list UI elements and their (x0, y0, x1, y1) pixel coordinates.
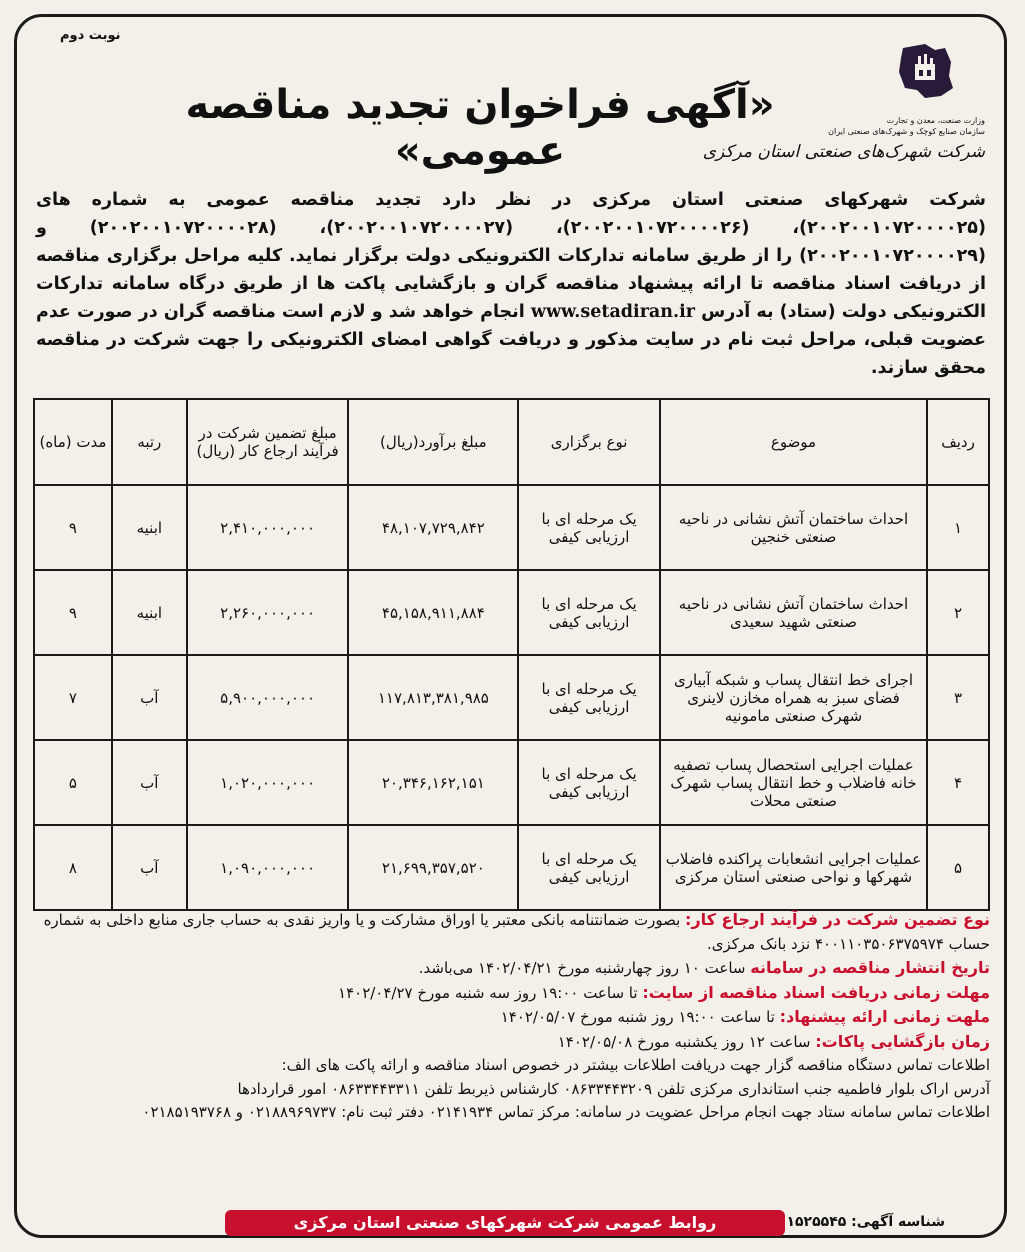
header-subject: موضوع (660, 399, 927, 485)
cell-estimate: ۲۱,۶۹۹,۳۵۷,۵۲۰ (348, 825, 518, 910)
publish-label: تاریخ انتشار مناقصه در سامانه (750, 958, 990, 977)
cell-duration: ۸ (34, 825, 112, 910)
table-header-row (34, 399, 989, 485)
table-row (34, 570, 989, 655)
logo-caption-ministry: وزارت صنعت، معدن و تجارت (886, 116, 985, 125)
header-rank: رتبه (112, 399, 187, 485)
submit-note (36, 1005, 990, 1030)
open-note (36, 1030, 990, 1055)
cell-row-no: ۳ (927, 655, 989, 740)
cell-guarantee: ۱,۰۹۰,۰۰۰,۰۰۰ (187, 825, 349, 910)
footer-notes (36, 908, 990, 1125)
header-guarantee: مبلغ تضمین شرکت در فرآیند ارجاع کار (ریال) (187, 399, 349, 485)
ad-id: شناسه آگهی: ۱۵۲۵۵۴۵ (786, 1214, 945, 1230)
cell-type: یک مرحله ای با ارزیابی کیفی (518, 570, 660, 655)
cell-guarantee: ۲,۲۶۰,۰۰۰,۰۰۰ (187, 570, 349, 655)
cell-rank: آب (112, 655, 187, 740)
header-type: نوع برگزاری (518, 399, 660, 485)
cell-guarantee: ۵,۹۰۰,۰۰۰,۰۰۰ (187, 655, 349, 740)
table-row (34, 740, 989, 825)
round-label: نوبت دوم (60, 28, 121, 43)
guarantee-label: نوع تضمین شرکت در فرآیند ارجاع کار: (685, 910, 990, 929)
publish-text: ساعت ۱۰ روز چهارشنبه مورخ ۱۴۰۲/۰۴/۲۱ می‌باشد. (418, 959, 746, 977)
iran-map-factory-logo-icon (895, 42, 955, 102)
cell-rank: ابنیه (112, 570, 187, 655)
cell-type: یک مرحله ای با ارزیابی کیفی (518, 655, 660, 740)
notice-title: «آگهی فراخوان تجدید مناقصه عمومی» (185, 82, 775, 174)
tenders-table (33, 398, 990, 911)
cell-estimate: ۲۰,۳۴۶,۱۶۲,۱۵۱ (348, 740, 518, 825)
cell-rank: ابنیه (112, 485, 187, 570)
cell-estimate: ۴۵,۱۵۸,۹۱۱,۸۸۴ (348, 570, 518, 655)
cell-type: یک مرحله ای با ارزیابی کیفی (518, 740, 660, 825)
receive-label: مهلت زمانی دریافت اسناد مناقصه از سایت: (642, 982, 990, 1002)
open-label: زمان بازگشایی پاکات: (815, 1031, 990, 1051)
table-row (34, 655, 989, 740)
cell-type: یک مرحله ای با ارزیابی کیفی (518, 825, 660, 910)
guarantee-text: بصورت ضمانتنامه بانکی معتبر یا اوراق مشارکت و یا واریز نقدی به حساب جاری منابع داخلی به شماره حساب ۴۰۰۱۱۰۳۵۰۶۳۷۵۹۷۴ نزد بانک مرکزی. (43, 911, 990, 953)
cell-duration: ۹ (34, 485, 112, 570)
cell-estimate: ۱۱۷,۸۱۳,۳۸۱,۹۸۵ (348, 655, 518, 740)
header-estimate: مبلغ برآورد(ریال) (348, 399, 518, 485)
cell-type: یک مرحله ای با ارزیابی کیفی (518, 485, 660, 570)
cell-row-no: ۲ (927, 570, 989, 655)
table-row (34, 485, 989, 570)
cell-rank: آب (112, 740, 187, 825)
header-row-no: ردیف (927, 399, 989, 485)
cell-row-no: ۴ (927, 740, 989, 825)
cell-estimate: ۴۸,۱۰۷,۷۲۹,۸۴۲ (348, 485, 518, 570)
cell-duration: ۷ (34, 655, 112, 740)
cell-rank: آب (112, 825, 187, 910)
setad-contact: اطلاعات تماس سامانه ستاد جهت انجام مراحل عضویت در سامانه: مرکز تماس ۰۲۱۴۱۹۳۴ دفتر ثبت نام: ۰۲۱۸۸۹۶۹۷۳۷ و ۰۲۱۸۵۱۹۳۷۶۸ (142, 1103, 990, 1121)
cell-subject: عملیات اجرایی استحصال پساب تصفیه خانه فاضلاب و خط انتقال پساب شهرک صنعتی محلات (660, 740, 927, 825)
publish-note (36, 956, 990, 981)
public-relations-bar: روابط عمومی شرکت شهرکهای صنعتی استان مرکزی (225, 1210, 785, 1236)
logo-org-name: شرکت شهرک‌های صنعتی استان مرکزی (702, 142, 985, 162)
cell-subject: احداث ساختمان آتش نشانی در ناحیه صنعتی خنجین (660, 485, 927, 570)
submit-label: ملهت زمانی ارائه پیشنهاد: (779, 1007, 990, 1026)
receive-text: تا ساعت ۱۹:۰۰ روز سه شنبه مورخ ۱۴۰۲/۰۴/۲۷ (338, 983, 638, 1002)
setad-url-link[interactable]: www.setadiran.ir (530, 302, 695, 322)
header-duration: مدت (ماه) (34, 399, 112, 485)
guarantee-note (36, 908, 990, 956)
open-text: ساعت ۱۲ روز یکشنبه مورخ ۱۴۰۲/۰۵/۰۸ (557, 1032, 811, 1051)
table-row (34, 825, 989, 910)
intro-paragraph (36, 186, 986, 382)
cell-row-no: ۱ (927, 485, 989, 570)
cell-duration: ۵ (34, 740, 112, 825)
cell-subject: احداث ساختمان آتش نشانی در ناحیه صنعتی شهید سعیدی (660, 570, 927, 655)
cell-guarantee: ۱,۰۲۰,۰۰۰,۰۰۰ (187, 740, 349, 825)
intro-text-part1: شرکت شهرکهای صنعتی استان مرکزی در نظر دارد تجدید مناقصه عمومی به شماره های (۲۰۰۲۰۰۱۰۷۲۰۰۰۰۲۵)، (۲۰۰۲۰۰۱۰۷۲۰۰۰۰۲۶)، (۲۰۰۲۰۰۱۰۷۲۰۰۰۰۲۷)، (۲۰۰۲۰۰۱۰۷۲۰۰۰۰۲۸) و (۲۰۰۲۰۰۱۰۷۲۰۰۰۰۲۹) را از طریق سامانه تدارکات الکترونیکی دولت برگزار نماید. کلیه مراحل برگزاری مناقصه از دریافت اسناد مناقصه تا ارائه پیشنهاد مناقصه گران و بازگشایی پاکت ها از طریق درگاه سامانه تدارکات الکترونیکی دولت (ستاد) به آدرس (36, 190, 987, 322)
submit-text: تا ساعت ۱۹:۰۰ روز شنبه مورخ ۱۴۰۲/۰۵/۰۷ (500, 1008, 775, 1026)
logo-caption-organization: سازمان صنایع کوچک و شهرک‌های صنعتی ایران (828, 127, 985, 136)
contact-address: آدرس اراک بلوار فاطمیه جنب استانداری مرکزی تلفن ۰۸۶۳۳۴۴۳۲۰۹ کارشناس ذیربط تلفن ۰۸۶۳۳۴۴۳۳۱۱ امور قراردادها (237, 1079, 990, 1098)
cell-guarantee: ۲,۴۱۰,۰۰۰,۰۰۰ (187, 485, 349, 570)
cell-subject: اجرای خط انتقال پساب و شبکه آبیاری فضای سبز به همراه مخازن لاینری شهرک صنعتی مامونیه (660, 655, 927, 740)
cell-subject: عملیات اجرایی انشعابات پراکنده فاضلاب شهرکها و نواحی صنعتی استان مرکزی (660, 825, 927, 910)
intro-text-part2: انجام خواهد شد و لازم است مناقصه گران در صورت عدم عضویت قبلی، مراحل ثبت نام در سایت مذکور و دریافت گواهی امضای الکترونیکی را جهت شرکت در مناقصه محقق سازند. (36, 302, 986, 378)
cell-row-no: ۵ (927, 825, 989, 910)
receive-note (36, 981, 990, 1006)
contact-intro: اطلاعات تماس دستگاه مناقصه گزار جهت دریافت اطلاعات بیشتر در خصوص اسناد مناقصه و ارائه پاکت های الف: (281, 1056, 990, 1074)
cell-duration: ۹ (34, 570, 112, 655)
